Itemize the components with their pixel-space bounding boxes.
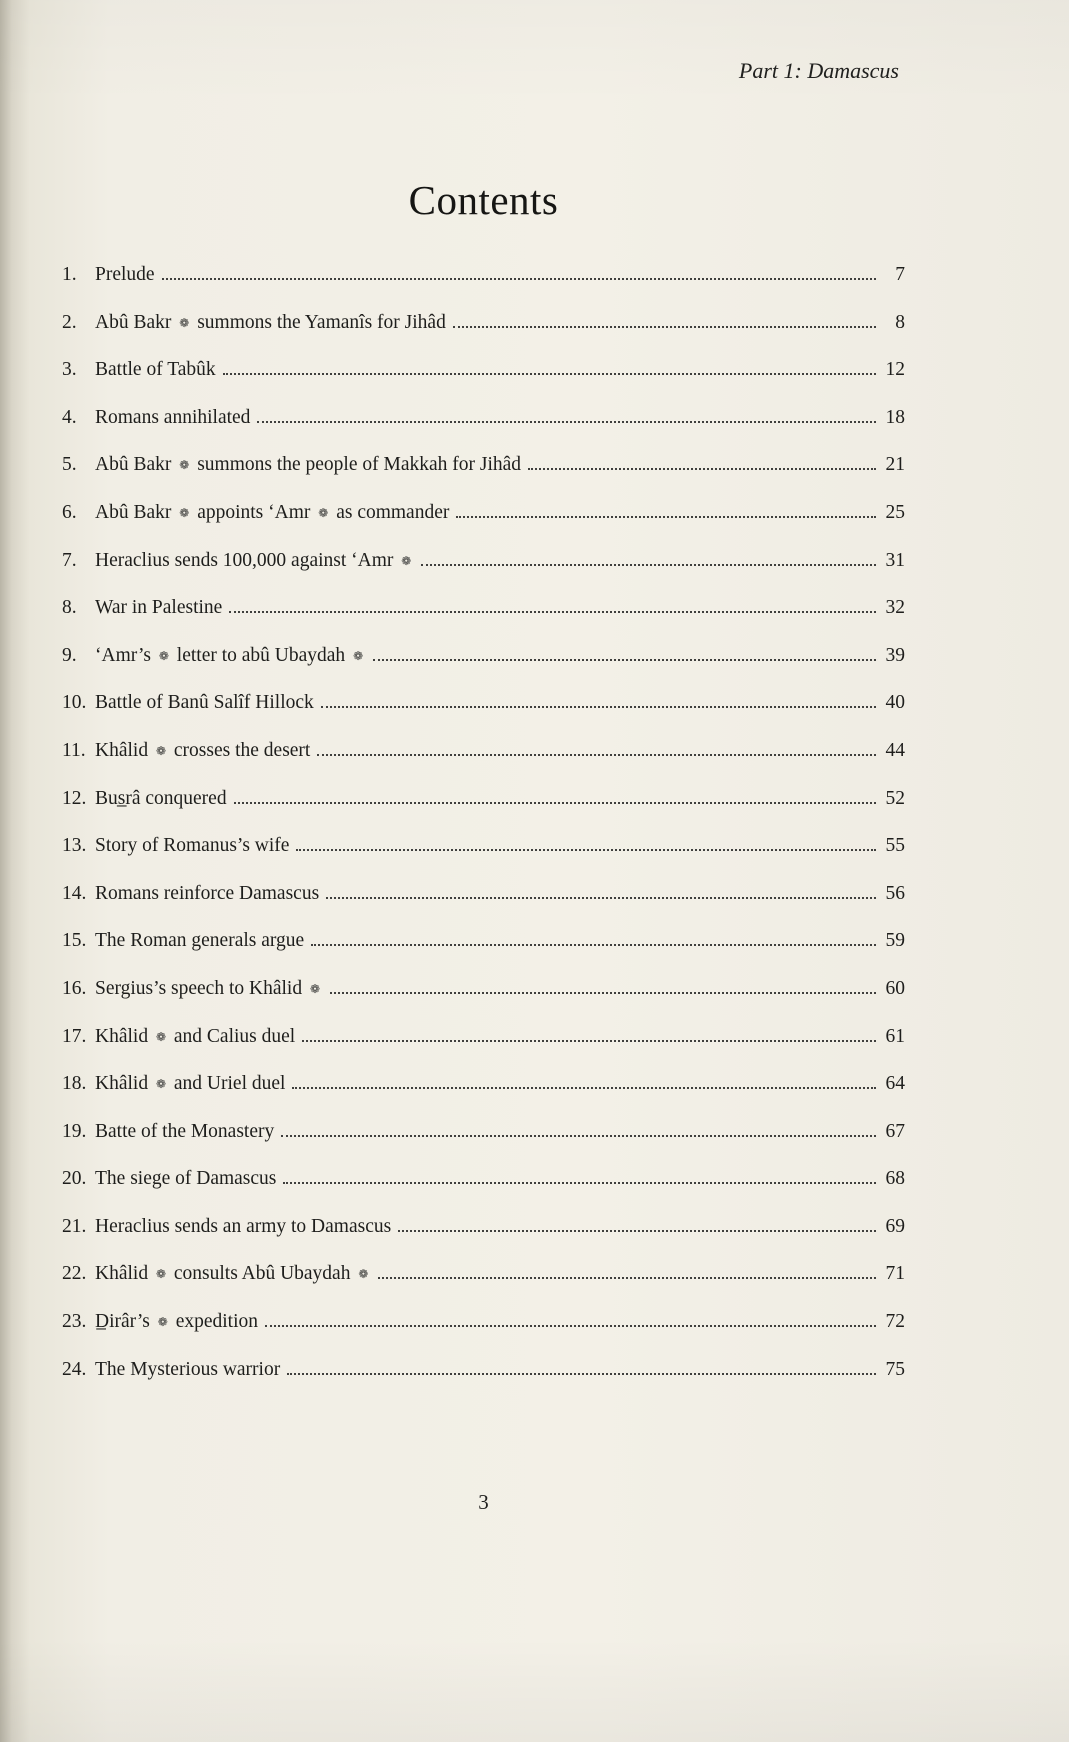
entry-number: 6. [62, 501, 77, 523]
dot-leader [162, 278, 876, 280]
toc-list [62, 264, 905, 1406]
honorific-icon: ❁ [155, 743, 167, 758]
entry-number: 23. [62, 1311, 87, 1333]
dot-leader [283, 1182, 876, 1184]
entry-number: 20. [62, 1168, 87, 1190]
entry-page-number: 56 [885, 882, 905, 904]
entry-number: 12. [62, 787, 87, 809]
dot-leader [378, 1277, 876, 1279]
entry-page-number: 60 [885, 977, 905, 999]
toc-entry [62, 407, 905, 455]
toc-entry [62, 1073, 905, 1121]
honorific-icon: ❁ [179, 315, 190, 330]
entry-number: 24. [62, 1358, 87, 1380]
dot-leader [302, 1040, 876, 1042]
toc-entry [62, 502, 905, 550]
honorific-icon: ❁ [309, 981, 321, 996]
honorific-icon: ❁ [179, 458, 190, 473]
toc-entry [62, 312, 905, 360]
entry-page-number: 75 [885, 1358, 905, 1380]
toc-entry [62, 883, 905, 931]
toc-entry [62, 645, 905, 693]
contents-title: Contents [408, 177, 559, 223]
dot-leader [398, 1230, 876, 1232]
toc-entry [62, 454, 905, 502]
honorific-icon: ❁ [155, 1267, 167, 1282]
toc-entry [62, 978, 905, 1026]
entry-number: 18. [62, 1073, 87, 1095]
entry-page-number: 68 [885, 1168, 905, 1190]
entry-page-number: 21 [885, 454, 905, 476]
toc-entry [62, 788, 905, 836]
toc-entry [62, 1216, 905, 1264]
entry-title: Abû Bakr ❁ summons the people of Makkah for Jihâd [95, 454, 522, 476]
dot-leader [292, 1087, 876, 1089]
dot-leader [281, 1135, 876, 1137]
dot-leader [317, 754, 876, 756]
entry-title: Batte of the Monastery [95, 1120, 275, 1142]
entry-number: 4. [62, 406, 77, 428]
entry-number: 13. [62, 835, 87, 857]
entry-page-number: 18 [885, 406, 905, 428]
entry-number: 3. [62, 359, 77, 381]
entry-title: ‘Amr’s ❁ letter to abû Ubaydah ❁ [95, 644, 364, 666]
page-number-footer: 3 [478, 1490, 489, 1515]
entry-page-number: 55 [885, 835, 905, 857]
honorific-icon: ❁ [155, 1029, 167, 1044]
entry-number: 10. [62, 692, 87, 714]
entry-page-number: 31 [885, 549, 905, 571]
toc-entry [62, 835, 905, 883]
dot-leader [321, 706, 876, 708]
entry-number: 21. [62, 1215, 87, 1237]
entry-title: War in Palestine [95, 597, 223, 619]
entry-title: Story of Romanus’s wife [95, 835, 290, 857]
part-header: Part 1: Damascus [738, 58, 899, 83]
honorific-icon: ❁ [158, 648, 169, 663]
dot-leader [453, 326, 876, 328]
toc-entry [62, 550, 905, 598]
entry-number: 1. [62, 264, 77, 285]
entry-page-number: 25 [885, 501, 905, 523]
entry-title: The siege of Damascus [95, 1168, 277, 1190]
dot-leader [265, 1325, 876, 1327]
dot-leader [456, 516, 876, 518]
entry-title: Romans reinforce Damascus [95, 882, 320, 904]
honorific-icon: ❁ [318, 505, 329, 520]
entry-title: Sergius’s speech to Khâlid ❁ [95, 977, 321, 999]
entry-page-number: 67 [885, 1120, 905, 1142]
entry-page-number: 44 [885, 739, 905, 761]
entry-page-number: 7 [895, 264, 905, 285]
entry-title: Heraclius sends 100,000 against ‘Amr ❁ [95, 549, 412, 571]
entry-number: 19. [62, 1120, 87, 1142]
entry-page-number: 71 [885, 1263, 905, 1285]
dot-leader [373, 659, 876, 661]
dot-leader [229, 611, 876, 613]
entry-title: The Roman generals argue [95, 930, 305, 952]
toc-entry [62, 1359, 905, 1407]
dot-leader [326, 897, 876, 899]
honorific-icon: ❁ [353, 648, 364, 663]
entry-number: 22. [62, 1263, 87, 1285]
toc-entry [62, 264, 905, 312]
toc-entry [62, 1263, 905, 1311]
entry-page-number: 72 [885, 1311, 905, 1333]
entry-page-number: 64 [885, 1073, 905, 1095]
entry-number: 8. [62, 597, 77, 619]
entry-number: 7. [62, 549, 77, 571]
entry-page-number: 39 [885, 644, 905, 666]
entry-number: 14. [62, 882, 87, 904]
honorific-icon: ❁ [358, 1267, 369, 1282]
entry-number: 11. [62, 739, 86, 761]
entry-title: Khâlid ❁ consults Abû Ubaydah ❁ [95, 1263, 369, 1285]
honorific-icon: ❁ [179, 505, 190, 520]
entry-title: Khâlid ❁ crosses the desert [95, 739, 311, 761]
dot-leader [257, 421, 876, 423]
entry-title: Prelude [95, 264, 155, 285]
entry-title: D̲irâr’s ❁ expedition [95, 1311, 259, 1333]
dot-leader [223, 373, 876, 375]
entry-title: Khâlid ❁ and Uriel duel [95, 1073, 286, 1095]
toc-entry [62, 1026, 905, 1074]
entry-title: Khâlid ❁ and Calius duel [95, 1025, 296, 1047]
entry-title: Romans annihilated [95, 406, 251, 428]
honorific-icon: ❁ [155, 1077, 167, 1092]
toc-entry [62, 692, 905, 740]
dot-leader [234, 802, 876, 804]
entry-title: Abû Bakr ❁ summons the Yamanîs for Jihâd [95, 311, 446, 333]
honorific-icon: ❁ [157, 1315, 168, 1330]
toc-entry [62, 1121, 905, 1169]
dot-leader [528, 468, 876, 470]
entry-number: 5. [62, 454, 77, 476]
dot-leader [421, 564, 876, 566]
dot-leader [287, 1373, 876, 1375]
dot-leader [296, 849, 876, 851]
honorific-icon: ❁ [401, 553, 412, 568]
entry-number: 2. [62, 311, 77, 333]
toc-entry [62, 1311, 905, 1359]
entry-title: Battle of Tabûk [95, 359, 216, 381]
entry-page-number: 59 [885, 930, 905, 952]
entry-page-number: 61 [885, 1025, 905, 1047]
entry-title: Heraclius sends an army to Damascus [95, 1215, 392, 1237]
entry-title: The Mysterious warrior [95, 1358, 281, 1380]
toc-entry [62, 740, 905, 788]
entry-page-number: 32 [885, 597, 905, 619]
toc-entry [62, 930, 905, 978]
entry-page-number: 52 [885, 787, 905, 809]
entry-number: 15. [62, 930, 87, 952]
entry-page-number: 40 [885, 692, 905, 714]
entry-page-number: 69 [885, 1215, 905, 1237]
entry-title: Abû Bakr ❁ appoints ‘Amr ❁ as commander [95, 501, 450, 523]
dot-leader [330, 992, 876, 994]
toc-entry [62, 597, 905, 645]
entry-number: 17. [62, 1025, 87, 1047]
entry-page-number: 8 [895, 311, 905, 333]
entry-page-number: 12 [885, 359, 905, 381]
entry-title: Battle of Banû Salîf Hillock [95, 692, 314, 714]
entry-number: 16. [62, 977, 87, 999]
dot-leader [311, 944, 876, 946]
toc-entry [62, 1168, 905, 1216]
entry-number: 9. [62, 644, 77, 666]
toc-entry [62, 359, 905, 407]
entry-title: Bus̲râ conquered [95, 787, 227, 809]
